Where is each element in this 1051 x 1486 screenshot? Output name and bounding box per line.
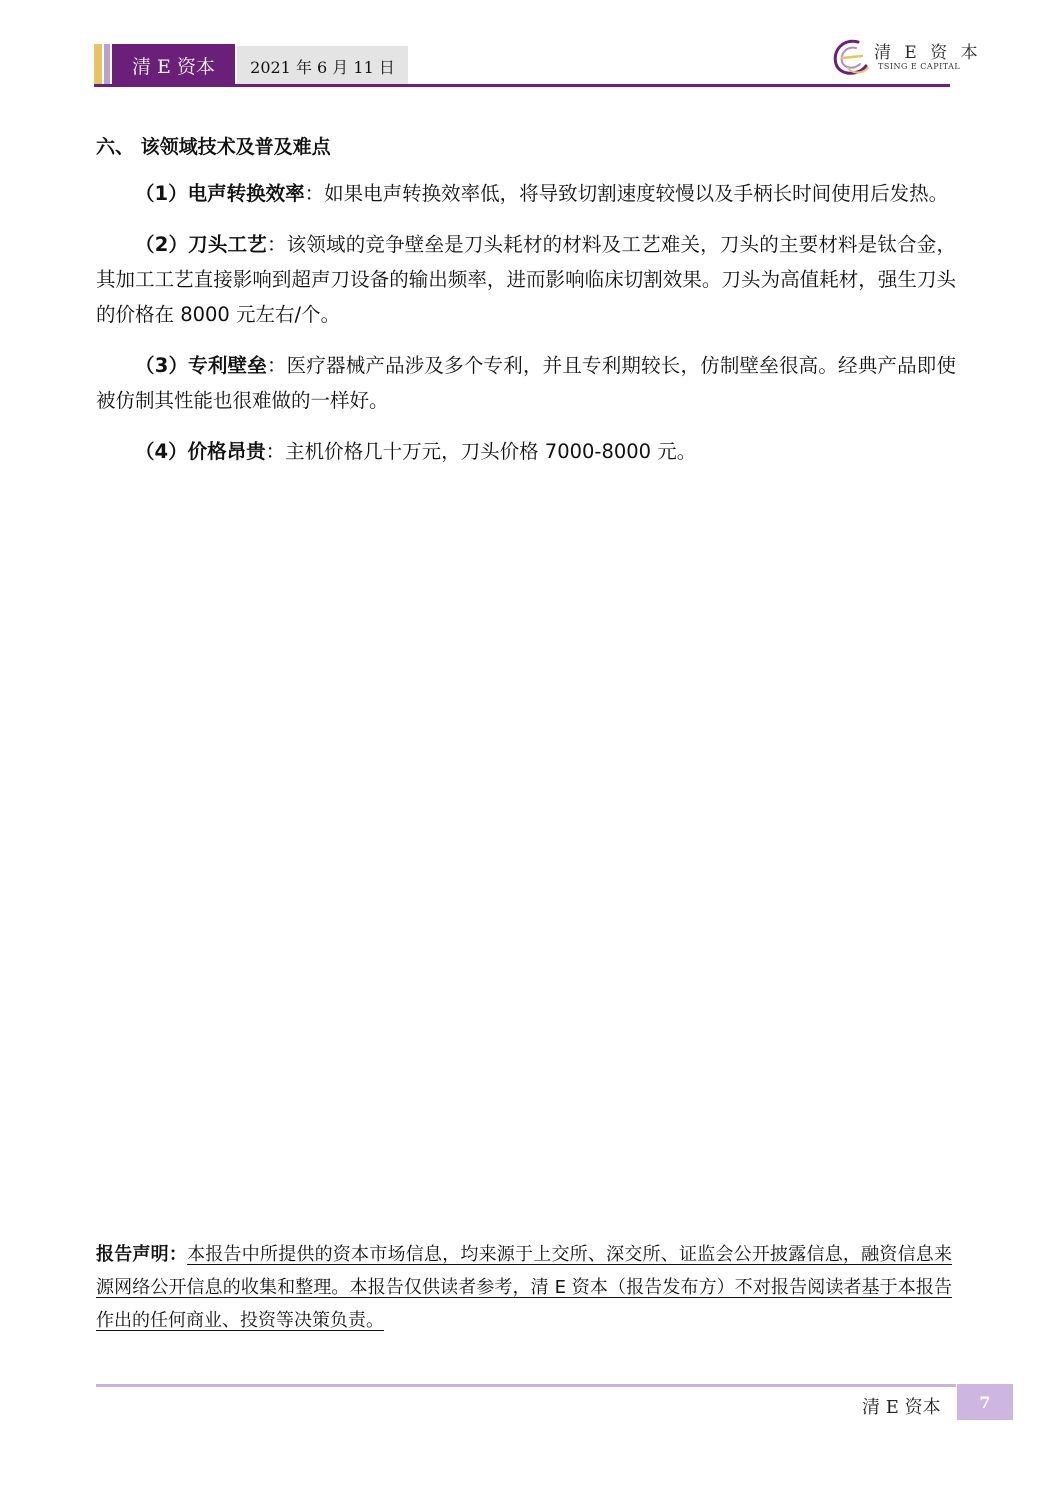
logo-english-text: TSING E CAPITAL bbox=[878, 62, 961, 71]
item-term: 价格昂贵 bbox=[187, 440, 266, 463]
header-divider bbox=[94, 84, 950, 87]
item-term: 刀头工艺 bbox=[188, 233, 267, 256]
main-content bbox=[96, 132, 956, 485]
logo-swirl-icon bbox=[828, 34, 874, 80]
header-accent-lilac bbox=[104, 44, 110, 86]
item-term: 专利壁垒 bbox=[188, 354, 267, 377]
paragraph-item bbox=[96, 227, 956, 332]
item-text: ：主机价格几十万元，刀头价格 7000-8000 元。 bbox=[265, 440, 697, 463]
item-text: ：医疗器械产品涉及多个专利，并且专利期较长，仿制壁垒很高。经典产品即使被仿制其性能也很难做的一样好。 bbox=[96, 354, 956, 412]
company-logo bbox=[828, 34, 982, 80]
paragraph-item bbox=[96, 434, 956, 469]
paragraph-item bbox=[96, 348, 956, 418]
report-disclaimer bbox=[96, 1238, 952, 1337]
logo-chinese-text: 清 E 资 本 bbox=[874, 43, 982, 63]
footer-brand: 清 E 资本 bbox=[862, 1397, 941, 1418]
item-number: （1） bbox=[135, 182, 188, 205]
item-term: 电声转换效率 bbox=[187, 182, 305, 205]
item-text: ：如果电声转换效率低，将导致切割速度较慢以及手柄长时间使用后发热。 bbox=[304, 182, 949, 205]
header-accent-gold bbox=[94, 44, 102, 86]
item-number: （4） bbox=[135, 440, 188, 463]
section-title: 六、 该领域技术及普及难点 bbox=[96, 136, 331, 158]
disclaimer-label: 报告声明： bbox=[96, 1244, 188, 1265]
page-number: 7 bbox=[957, 1384, 1013, 1420]
footer-divider bbox=[96, 1384, 956, 1387]
header-brand: 清 E 资本 bbox=[112, 44, 235, 86]
item-number: （3） bbox=[135, 354, 189, 377]
item-text: ：该领域的竞争壁垒是刀头耗材的材料及工艺难关，刀头的主要材料是钛合金，其加工工艺直接影响到超声刀设备的输出频率，进而影响临床切割效果。刀头为高值耗材，强生刀头的价格在 8000 元左右/个。 bbox=[96, 233, 956, 326]
paragraph-item bbox=[96, 176, 956, 211]
item-number: （2） bbox=[135, 233, 189, 256]
header-date: 2021 年 6 月 11 日 bbox=[237, 46, 408, 86]
disclaimer-text: 本报告中所提供的资本市场信息，均来源于上交所、深交所、证监会公开披露信息，融资信息来源网络公开信息的收集和整理。本报告仅供读者参考，清 E 资本（报告发布方）不对报告阅读者基于本报告作出的任何商业、投资等决策负责。 bbox=[96, 1244, 953, 1331]
